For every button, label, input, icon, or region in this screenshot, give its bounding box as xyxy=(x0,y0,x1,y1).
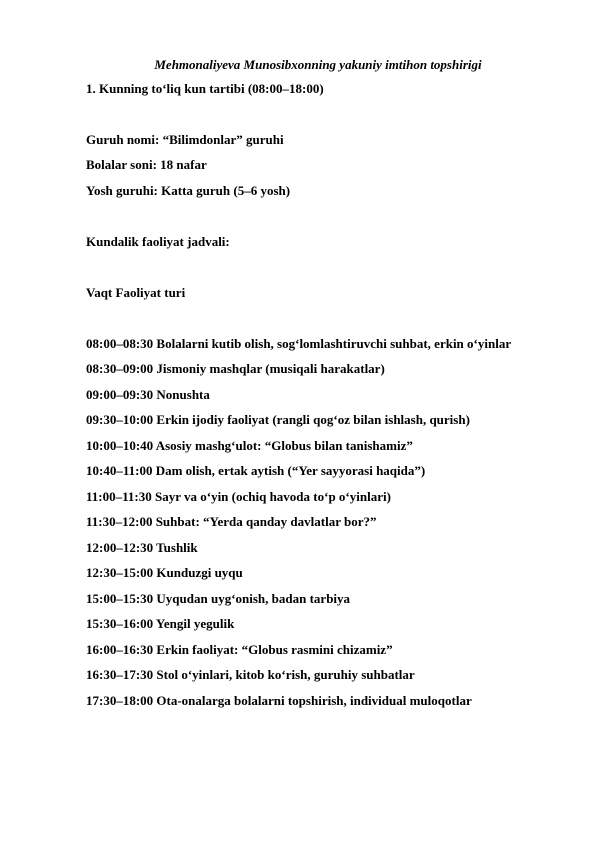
schedule-row: 08:00–08:30 Bolalarni kutib olish, sog‘lomlashtiruvchi suhbat, erkin o‘yinlar xyxy=(86,336,512,351)
schedule-row: 12:00–12:30 Tushlik xyxy=(86,540,198,555)
document-title-text: Mehmonaliyeva Munosibxonning yakuniy imtihon topshirigi xyxy=(154,57,482,72)
schedule-row: 17:30–18:00 Ota-onalarga bolalarni topshirish, individual muloqotlar xyxy=(86,693,472,708)
children-count: Bolalar soni: 18 nafar xyxy=(86,157,207,172)
schedule-row: 08:30–09:00 Jismoniy mashqlar (musiqali harakatlar) xyxy=(86,361,385,376)
age-group: Yosh guruhi: Katta guruh (5–6 yosh) xyxy=(86,183,291,198)
schedule-row: 15:00–15:30 Uyqudan uyg‘onish, badan tarbiya xyxy=(86,591,351,606)
group-name: Guruh nomi: “Bilimdonlar” guruhi xyxy=(86,132,284,147)
table-header: Vaqt Faoliyat turi xyxy=(86,285,186,300)
schedule-row: 09:30–10:00 Erkin ijodiy faoliyat (rangli qog‘oz bilan ishlash, qurish) xyxy=(86,412,470,427)
schedule-row: 11:30–12:00 Suhbat: “Yerda qanday davlatlar bor?” xyxy=(86,514,377,529)
schedule-row: 16:30–17:30 Stol o‘yinlari, kitob ko‘rish, guruhiy suhbatlar xyxy=(86,667,415,682)
schedule-row: 11:00–11:30 Sayr va o‘yin (ochiq havoda to‘p o‘yinlari) xyxy=(86,489,391,504)
schedule-row: 16:00–16:30 Erkin faoliyat: “Globus rasmini chizamiz” xyxy=(86,642,393,657)
schedule-row: 09:00–09:30 Nonushta xyxy=(86,387,210,402)
schedule-row: 15:30–16:00 Yengil yegulik xyxy=(86,616,235,631)
schedule-row: 12:30–15:00 Kunduzgi uyqu xyxy=(86,565,243,580)
schedule-row: 10:00–10:40 Asosiy mashg‘ulot: “Globus bilan tanishamiz” xyxy=(86,438,413,453)
document-title xyxy=(0,57,596,73)
schedule-row: 10:40–11:00 Dam olish, ertak aytish (“Yer sayyorasi haqida”) xyxy=(86,463,426,478)
section-heading: 1. Kunning to‘liq kun tartibi (08:00–18:00) xyxy=(86,81,324,96)
schedule-label: Kundalik faoliyat jadvali: xyxy=(86,234,230,249)
